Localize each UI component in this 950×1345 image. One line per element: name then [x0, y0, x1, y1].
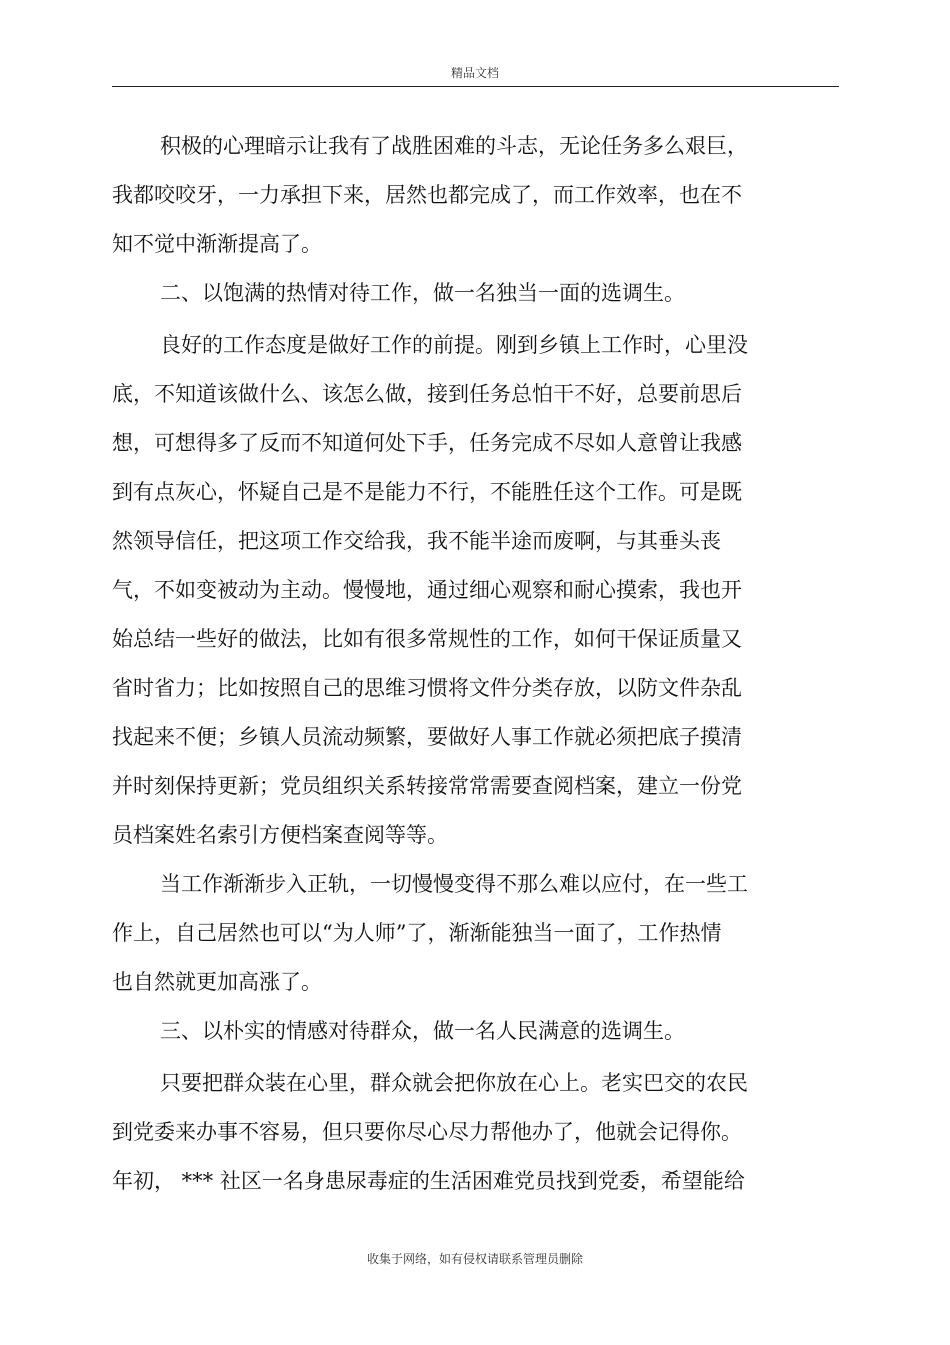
text-line: 然领导信任，把这项工作交给我，我不能半途而废啊，与其垂头丧 — [112, 529, 721, 553]
text-line: 知不觉中渐渐提高了。 — [112, 232, 322, 256]
text-line: 并时刻保持更新；党员组织关系转接常常需要查阅档案，建立一份党 — [112, 774, 742, 798]
text-line: 省时省力；比如按照自己的思维习惯将文件分类存放，以防文件杂乱 — [112, 676, 742, 700]
page-footer: 收集于网络，如有侵权请联系管理员删除 — [366, 1252, 583, 1266]
text-line: 到党委来办事不容易，但只要你尽心尽力帮他办了，他就会记得你。 — [112, 1120, 742, 1144]
text-line: 到有点灰心，怀疑自己是不是能力不行，不能胜任这个工作。可是既 — [112, 480, 742, 504]
text-line: 气，不如变被动为主动。慢慢地，通过细心观察和耐心摸索，我也开 — [112, 578, 742, 602]
text-line: 作上，自己居然也可以“为人师”了，渐渐能独当一面了，工作热情 — [112, 921, 722, 945]
section-heading: 三、以朴实的情感对待群众，做一名人民满意的选调生。 — [160, 1019, 685, 1043]
text-line: 只要把群众装在心里，群众就会把你放在心上。老实巴交的农民 — [160, 1071, 748, 1095]
text-line: 找起来不便；乡镇人员流动频繁，要做好人事工作就必须把底子摸清 — [112, 725, 742, 749]
text-line: 始总结一些好的做法，比如有很多常规性的工作，如何干保证质量又 — [112, 627, 742, 651]
section-heading: 二、以饱满的热情对待工作，做一名独当一面的选调生。 — [160, 281, 685, 305]
page-header: 精品文档 — [450, 66, 499, 80]
text-line: 员档案姓名索引方便档案查阅等等。 — [112, 823, 448, 847]
text-line: 我都咬咬牙，一力承担下来，居然也都完成了，而工作效率，也在不 — [112, 183, 742, 207]
text-line: 积极的心理暗示让我有了战胜困难的斗志，无论任务多么艰巨， — [160, 134, 748, 158]
text-line: 想，可想得多了反而不知道何处下手，任务完成不尽如人意曾让我感 — [112, 431, 742, 455]
text-line: 底，不知道该做什么、该怎么做，接到任务总怕干不好，总要前思后 — [112, 382, 742, 406]
text-line: 当工作渐渐步入正轨，一切慢慢变得不那么难以应付，在一些工 — [160, 872, 748, 896]
header-divider — [112, 86, 839, 87]
document-body — [112, 122, 774, 1206]
text-line: 良好的工作态度是做好工作的前提。刚到乡镇上工作时，心里没 — [160, 333, 748, 357]
text-line: 年初， *** 社区一名身患尿毒症的生活困难党员找到党委，希望能给 — [112, 1169, 745, 1193]
text-line: 也自然就更加高涨了。 — [112, 970, 322, 994]
